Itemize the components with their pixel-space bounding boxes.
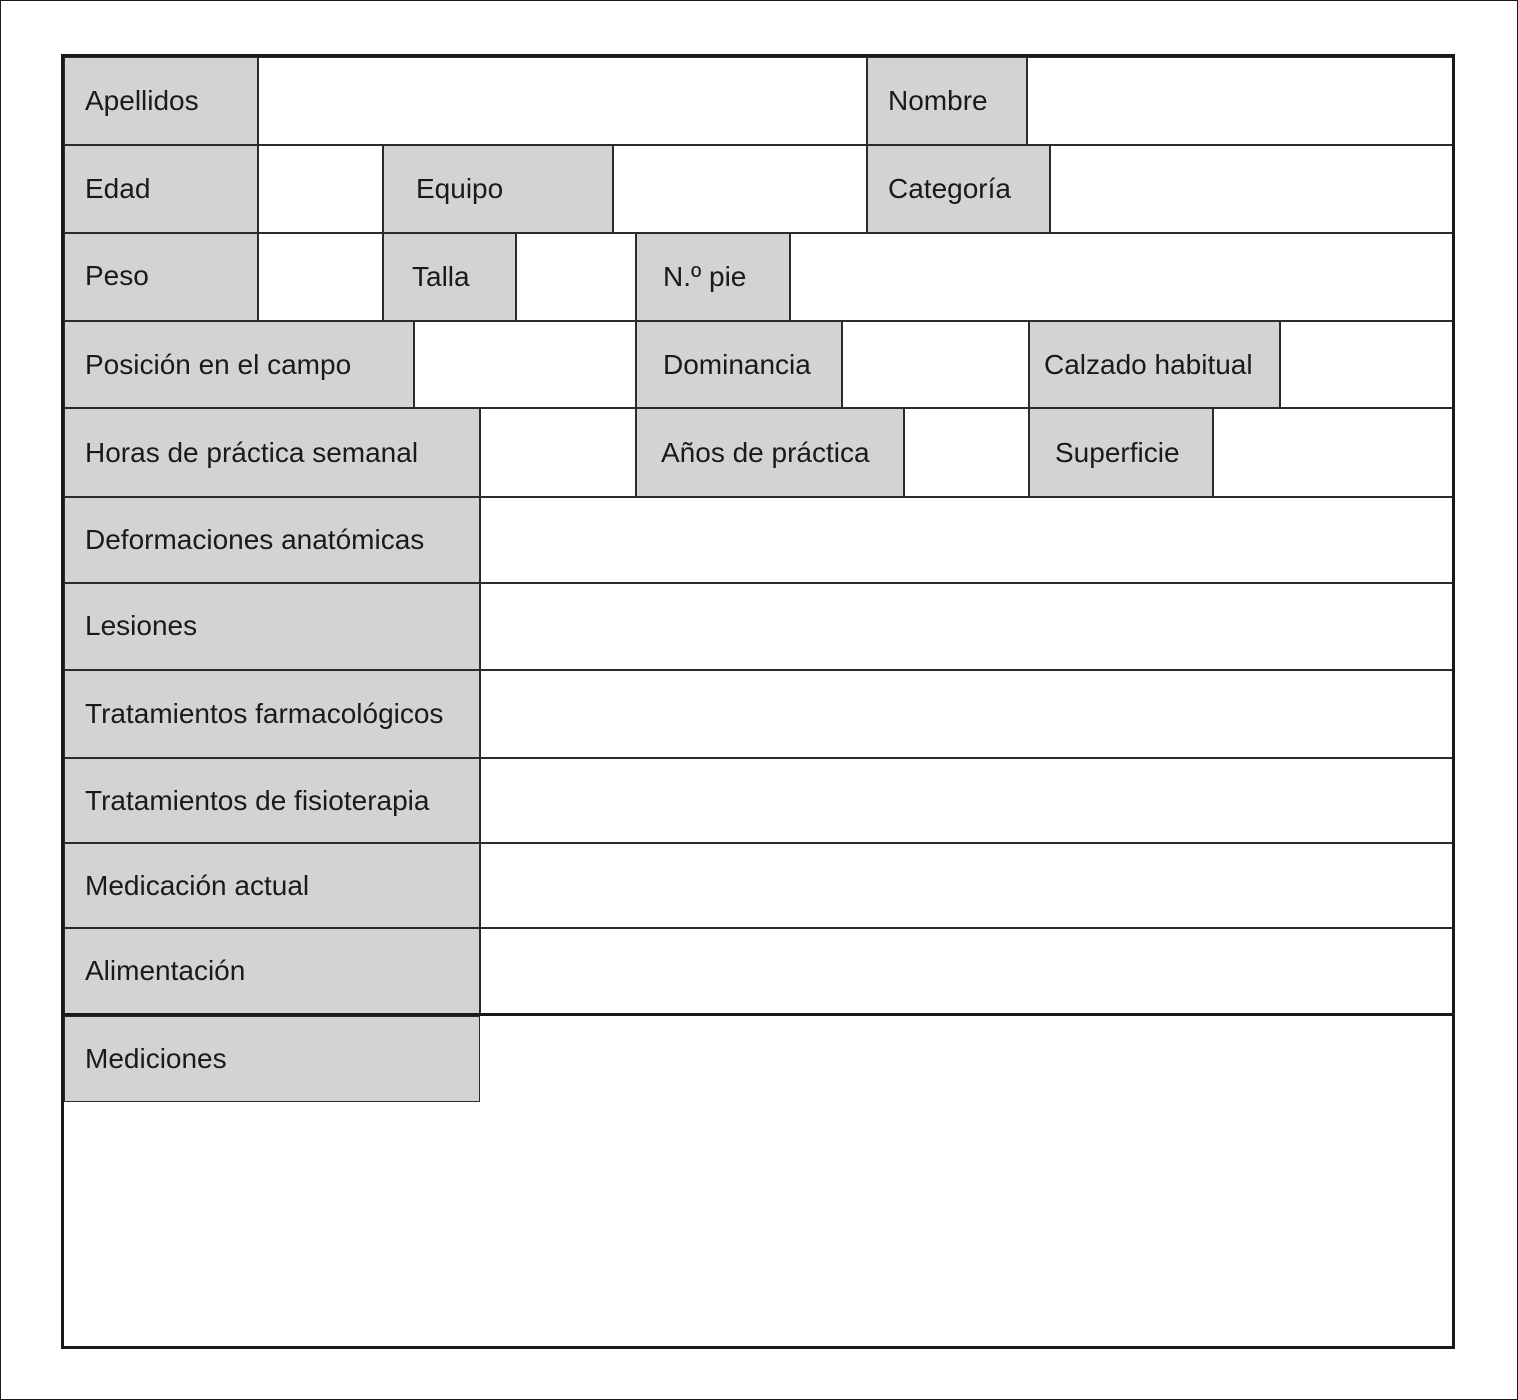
n-pie-label: N.º pie: [636, 233, 790, 321]
deformaciones-label: Deformaciones anatómicas: [64, 497, 480, 583]
peso-field[interactable]: [258, 233, 383, 321]
mediciones-label: Mediciones: [64, 1016, 480, 1102]
calzado-label: Calzado habitual: [1029, 321, 1280, 408]
calzado-field[interactable]: [1280, 321, 1455, 408]
trat-farm-field[interactable]: [480, 670, 1455, 758]
equipo-label: Equipo: [383, 145, 613, 233]
medicacion-field[interactable]: [480, 843, 1455, 928]
talla-field[interactable]: [516, 233, 636, 321]
lesiones-label: Lesiones: [64, 583, 480, 670]
apellidos-field[interactable]: [258, 57, 867, 145]
talla-label: Talla: [383, 233, 516, 321]
deformaciones-field[interactable]: [480, 497, 1455, 583]
edad-label: Edad: [64, 145, 258, 233]
alimentacion-label: Alimentación: [64, 928, 480, 1014]
superficie-field[interactable]: [1213, 408, 1455, 497]
posicion-label: Posición en el campo: [64, 321, 414, 408]
n-pie-field[interactable]: [790, 233, 1455, 321]
trat-farm-label: Tratamientos farmacológicos: [64, 670, 480, 758]
alimentacion-field[interactable]: [480, 928, 1455, 1014]
lesiones-field[interactable]: [480, 583, 1455, 670]
nombre-label: Nombre: [867, 57, 1027, 145]
dominancia-label: Dominancia: [636, 321, 842, 408]
dominancia-field[interactable]: [842, 321, 1029, 408]
anos-label: Años de práctica: [636, 408, 904, 497]
categoria-label: Categoría: [867, 145, 1050, 233]
medicacion-label: Medicación actual: [64, 843, 480, 928]
edad-field[interactable]: [258, 145, 383, 233]
equipo-field[interactable]: [613, 145, 867, 233]
trat-fisio-field[interactable]: [480, 758, 1455, 843]
categoria-field[interactable]: [1050, 145, 1455, 233]
peso-label: Peso: [64, 233, 258, 321]
athlete-form: [61, 54, 1455, 1349]
mediciones-area[interactable]: [64, 1102, 1455, 1349]
superficie-label: Superficie: [1029, 408, 1213, 497]
horas-label: Horas de práctica semanal: [64, 408, 480, 497]
nombre-field[interactable]: [1027, 57, 1455, 145]
apellidos-label: Apellidos: [64, 57, 258, 145]
posicion-field[interactable]: [414, 321, 636, 408]
anos-field[interactable]: [904, 408, 1029, 497]
mediciones-field[interactable]: [480, 1016, 1455, 1102]
horas-field[interactable]: [480, 408, 636, 497]
trat-fisio-label: Tratamientos de fisioterapia: [64, 758, 480, 843]
